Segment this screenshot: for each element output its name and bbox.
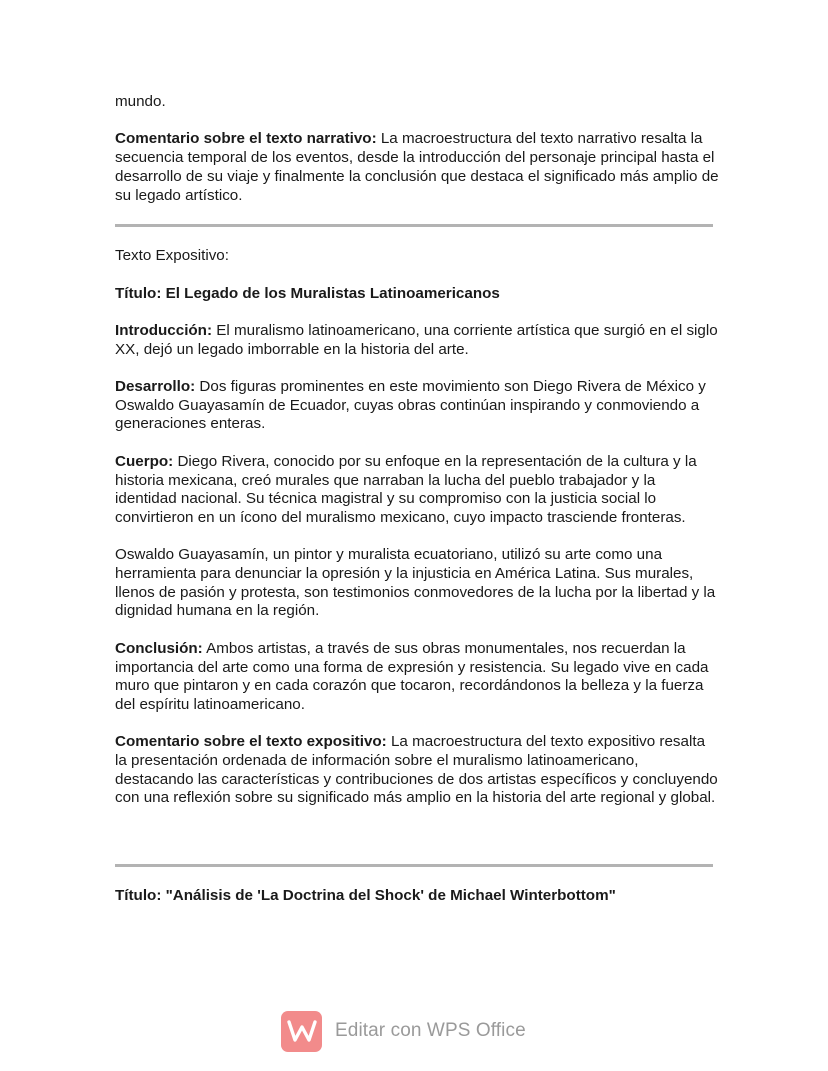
expository-development (115, 378, 720, 434)
wps-w-icon (287, 1019, 317, 1043)
wps-edit-watermark[interactable] (281, 1010, 526, 1052)
expository-body (115, 453, 720, 528)
narrative-comment-label: Comentario sobre el texto narrativo: (115, 130, 377, 148)
introduction-label: Introducción: (115, 321, 213, 339)
guayasamin-paragraph: Oswaldo Guayasamín, un pintor y muralista ecuatoriano, utilizó su arte como una herramienta para denunciar la opresión y la injusticia en América Latina. Sus murales, llenos de pasión y protesta, son testimonios conmovedores de la lucha por la libertad y la dignidad humana en la región. (115, 546, 716, 620)
narrative-comment (115, 130, 720, 205)
conclusion-body: Ambos artistas, a través de sus obras monumentales, nos recuerdan la importancia del arte como una forma de expresión y resistencia. Su legado vive en cada muro que pintaron y en cada corazón que tocaron, recordándonos la belleza y la fuerza del espíritu latinoamericano. (115, 639, 709, 713)
expository-comment (115, 733, 720, 808)
section-divider (115, 224, 713, 227)
expository-comment-label: Comentario sobre el texto expositivo: (115, 733, 387, 751)
expository-comment-body: La macroestructura del texto expositivo resalta la presentación ordenada de información sobre el muralismo latinoamericano, destacando las características y contribuciones de dos artistas específicos y concluyendo con una reflexión sobre su significado más amplio en la historia del arte regional y global. (115, 733, 718, 807)
document-page (115, 93, 720, 906)
conclusion-label: Conclusión: (115, 639, 203, 657)
narrative-comment-body: La macroestructura del texto narrativo resalta la secuencia temporal de los eventos, desde la introducción del personaje principal hasta el desarrollo de su viaje y finalmente la conclusión que destaca el significado más amplio de su legado artístico. (115, 130, 719, 204)
wps-logo-icon (281, 1011, 322, 1052)
wps-edit-label: Editar con WPS Office (335, 1020, 526, 1041)
narrative-continuation: mundo. (115, 93, 166, 110)
development-label: Desarrollo: (115, 378, 196, 396)
section-divider-2 (115, 864, 713, 867)
expository-introduction (115, 322, 720, 359)
expository-title: Título: El Legado de los Muralistas Latinoamericanos (115, 284, 500, 302)
body-label: Cuerpo: (115, 452, 174, 470)
expository-heading: Texto Expositivo: (115, 247, 229, 265)
development-body: Dos figuras prominentes en este movimiento son Diego Rivera de México y Oswaldo Guayasamín de Ecuador, cuyas obras continúan inspirando y conmoviendo a generaciones enteras. (115, 378, 706, 433)
body-text: Diego Rivera, conocido por su enfoque en la representación de la cultura y la historia mexicana, creó murales que narraban la lucha del pueblo trabajador y la identidad nacional. Su técnica magistral y su compromiso con la justicia social lo convirtieron en un ícono del muralismo mexicano, cuyo impacto trasciende fronteras. (115, 452, 697, 526)
introduction-body: El muralismo latinoamericano, una corriente artística que surgió en el siglo XX, dejó un legado imborrable en la historia del arte. (115, 321, 718, 358)
next-section-title: Título: "Análisis de 'La Doctrina del Shock' de Michael Winterbottom" (115, 887, 616, 905)
expository-conclusion (115, 640, 720, 715)
